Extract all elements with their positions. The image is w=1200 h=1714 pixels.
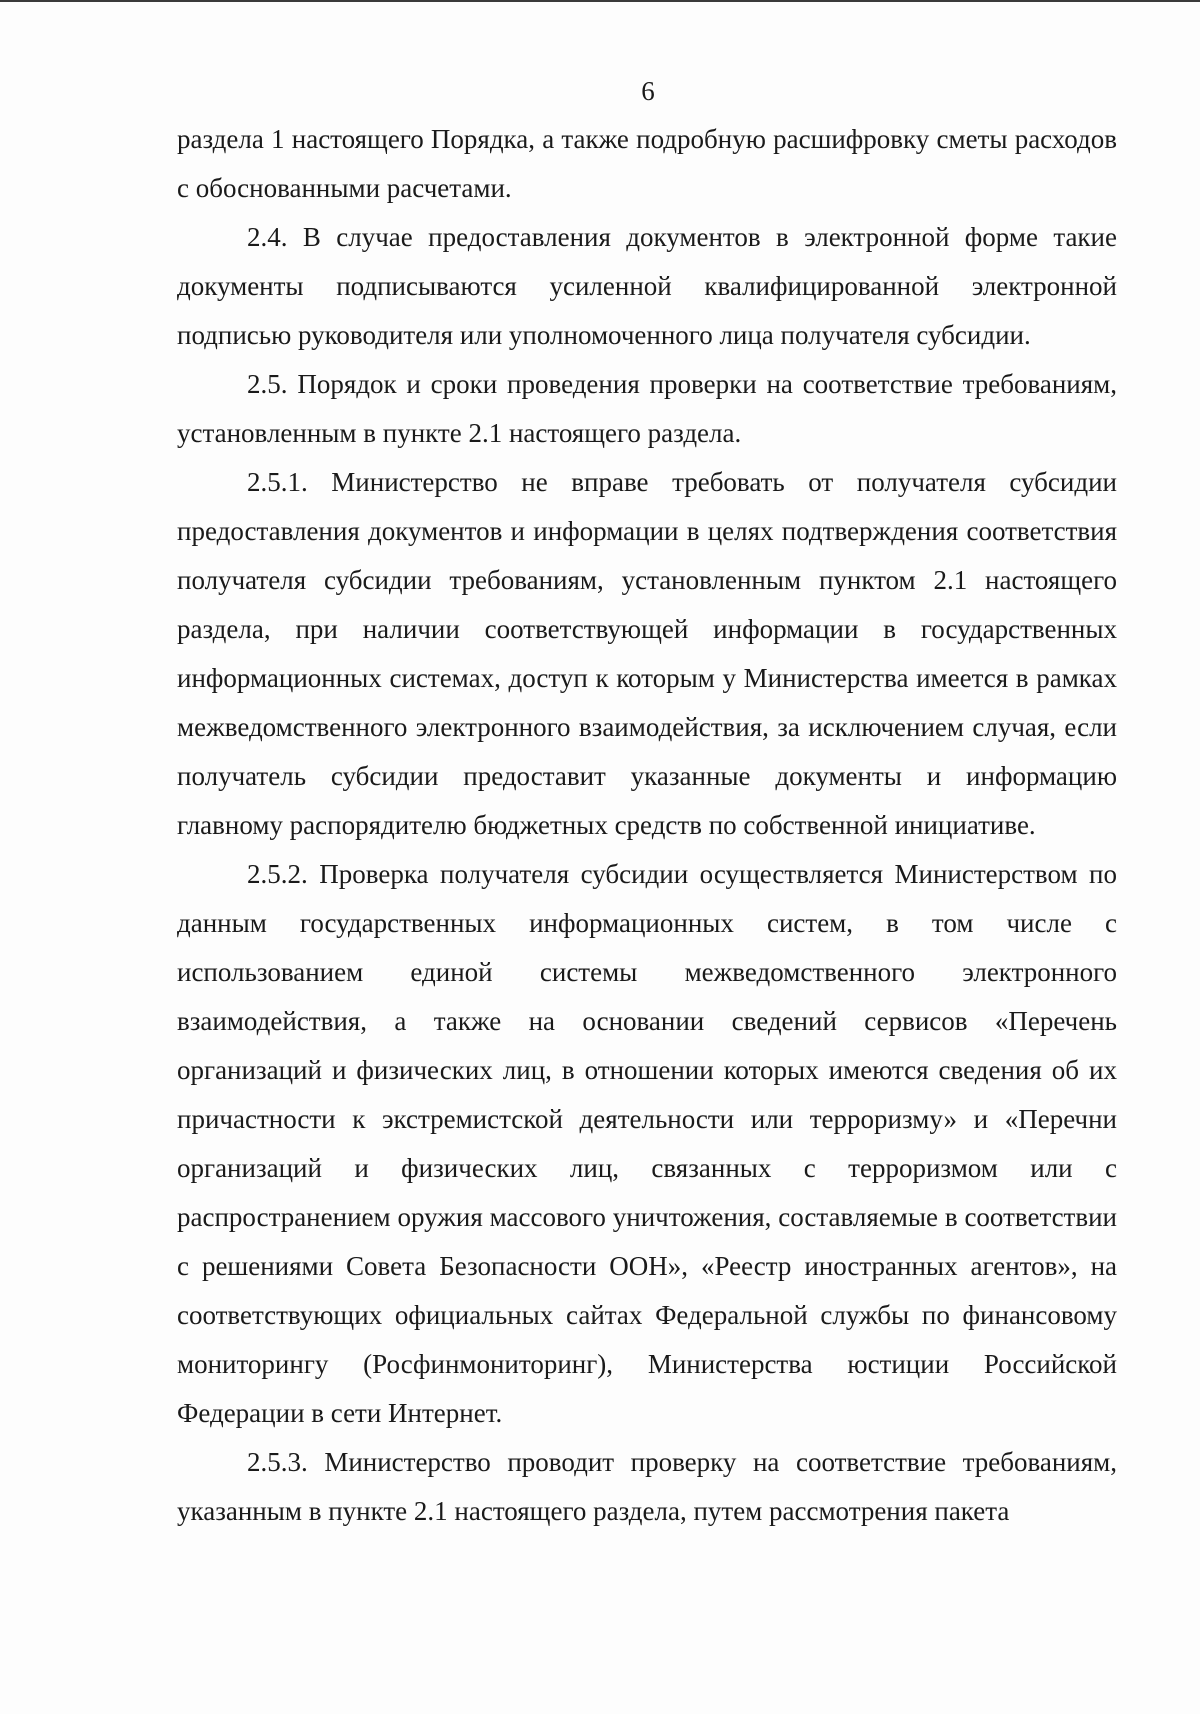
page-number: 6	[641, 76, 655, 106]
paragraph-2-5-2: 2.5.2. Проверка получателя субсидии осуществляется Министерством по данным государственных информационных систем, в том числе с использованием единой системы межведомственного электронного взаимодействия, а также на основании сведений сервисов «Перечень организаций и физических лиц, в отношении которых имеются сведения об их причастности к экстремистской деятельности или терроризму» и «Перечни организаций и физических лиц, связанных с терроризмом или с распространением оружия массового уничтожения, составляемые в соответствии с решениями Совета Безопасности ООН», «Реестр иностранных агентов», на соответствующих официальных сайтах Федеральной службы по финансовому мониторингу (Росфинмониторинг), Министерства юстиции Российской Федерации в сети Интернет.	[177, 859, 1117, 1428]
paragraph-2-5-3: 2.5.3. Министерство проводит проверку на соответствие требованиям, указанным в пункте 2.1 настоящего раздела, путем рассмотрения пакета	[177, 1447, 1117, 1526]
document-body	[177, 115, 1117, 1536]
paragraph-2-4: 2.4. В случае предоставления документов в электронной форме такие документы подписываются усиленной квалифицированной электронной подписью руководителя или уполномоченного лица получателя субсидии.	[177, 222, 1117, 350]
paragraph-2-5-1: 2.5.1. Министерство не вправе требовать от получателя субсидии предоставления документов и информации в целях подтверждения соответствия получателя субсидии требованиям, установленным пунктом 2.1 настоящего раздела, при наличии соответствующей информации в государственных информационных системах, доступ к которым у Министерства имеется в рамках межведомственного электронного взаимодействия, за исключением случая, если получатель субсидии предоставит указанные документы и информацию главному распорядителю бюджетных средств по собственной инициативе.	[177, 467, 1117, 840]
page-top-edge	[0, 0, 1200, 2]
paragraph-continuation: раздела 1 настоящего Порядка, а также подробную расшифровку сметы расходов с обоснованными расчетами.	[177, 124, 1117, 203]
paragraph-2-5: 2.5. Порядок и сроки проведения проверки на соответствие требованиям, установленным в пункте 2.1 настоящего раздела.	[177, 369, 1117, 448]
